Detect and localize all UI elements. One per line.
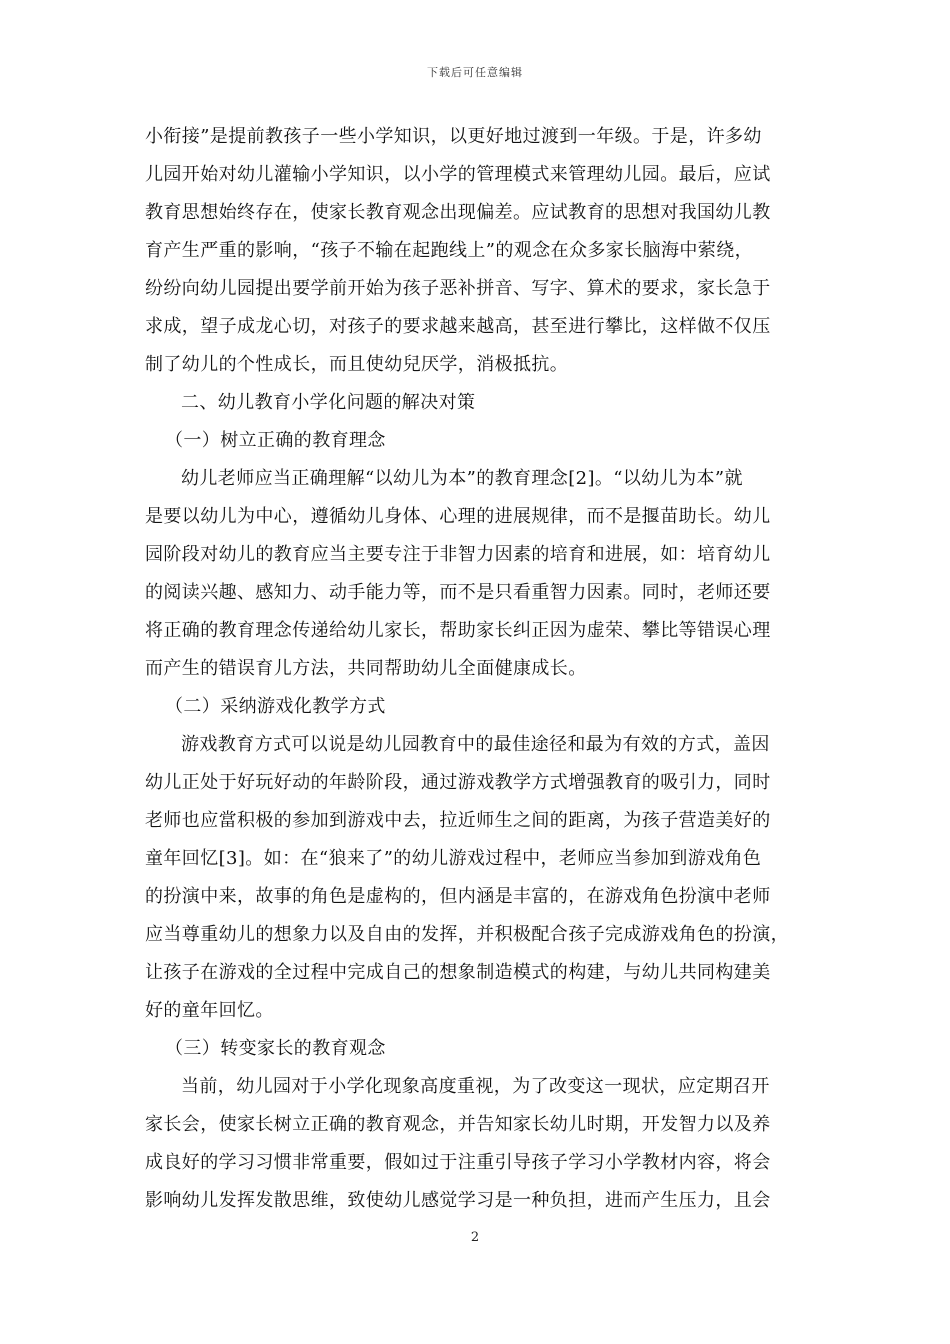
text-line: 儿园开始对幼儿灌输小学知识，以小学的管理模式来管理幼儿园。最后，应试	[145, 164, 771, 185]
page-header: 下载后可任意编辑	[427, 66, 523, 79]
text-line: 幼儿老师应当正确理解“以幼儿为本”的教育理念[2]。“以幼儿为本”就	[181, 468, 743, 489]
text-line: 童年回忆[3]。如：在“狼来了”的幼儿游戏过程中，老师应当参加到游戏角色	[145, 848, 762, 869]
text-line: 小衔接”是提前教孩子一些小学知识，以更好地过渡到一年级。于是，许多幼	[145, 126, 762, 147]
subsection-heading: （二）采纳游戏化教学方式	[165, 696, 386, 717]
text-line: 好的童年回忆。	[145, 1000, 274, 1021]
text-line: 老师也应當积极的参加到游戏中去，拉近师生之间的距离，为孩子营造美好的	[145, 810, 771, 831]
subsection-heading: （三）转变家长的教育观念	[165, 1038, 386, 1059]
text-line: 教育思想始终存在，使家长教育观念出现偏差。应试教育的思想对我国幼儿教	[145, 202, 771, 223]
text-line: 而产生的错误育儿方法，共同帮助幼儿全面健康成长。	[145, 658, 587, 679]
text-line: 的扮演中来，故事的角色是虚构的，但内涵是丰富的，在游戏角色扮演中老师	[145, 886, 771, 907]
text-line: 的阅读兴趣、感知力、动手能力等，而不是只看重智力因素。同时，老师还要	[145, 582, 771, 603]
subsection-heading: （一）树立正确的教育理念	[165, 430, 386, 451]
document-body	[145, 118, 805, 1220]
text-line: 家长会，使家长树立正确的教育观念，并告知家长幼儿时期，开发智力以及养	[145, 1114, 771, 1135]
text-line: 让孩子在游戏的全过程中完成自己的想象制造模式的构建，与幼儿共同构建美	[145, 962, 771, 983]
text-line: 育产生严重的影响，“孩子不输在起跑线上”的观念在众多家长脑海中萦绕，	[145, 240, 754, 261]
text-line: 幼儿正处于好玩好动的年龄阶段，通过游戏教学方式增强教育的吸引力，同时	[145, 772, 771, 793]
text-line: 园阶段对幼儿的教育应当主要专注于非智力因素的培育和进展，如：培育幼儿	[145, 544, 771, 565]
page-number: 2	[470, 1230, 480, 1245]
text-line: 制了幼儿的个性成长，而且使幼兒厌学，消极抵抗。	[145, 354, 569, 375]
text-line: 影响幼儿发挥发散思维，致使幼儿感觉学习是一种负担，进而产生压力，且会	[145, 1190, 771, 1211]
text-line: 应当尊重幼儿的想象力以及自由的发挥，并积极配合孩子完成游戏角色的扮演，	[145, 924, 789, 945]
text-line: 当前，幼儿园对于小学化现象高度重视，为了改变这一现状，应定期召开	[181, 1076, 770, 1097]
text-line: 求成，望子成龙心切，对孩子的要求越来越高，甚至进行攀比，这样做不仅压	[145, 316, 771, 337]
section-heading: 二、幼儿教育小学化问题的解决对策	[181, 392, 476, 413]
text-line: 成良好的学习习惯非常重要，假如过于注重引导孩子学习小学教材内容，将会	[145, 1152, 771, 1173]
text-line: 纷纷向幼儿园提出要学前开始为孩子恶补拼音、写字、算术的要求，家长急于	[145, 278, 771, 299]
text-line: 游戏教育方式可以说是幼儿园教育中的最佳途径和最为有效的方式，盖因	[181, 734, 770, 755]
text-line: 将正确的教育理念传递给幼儿家长，帮助家长纠正因为虚荣、攀比等错误心理	[145, 620, 771, 641]
text-line: 是要以幼儿为中心，遵循幼儿身体、心理的进展规律，而不是揠苗助长。幼儿	[145, 506, 771, 527]
